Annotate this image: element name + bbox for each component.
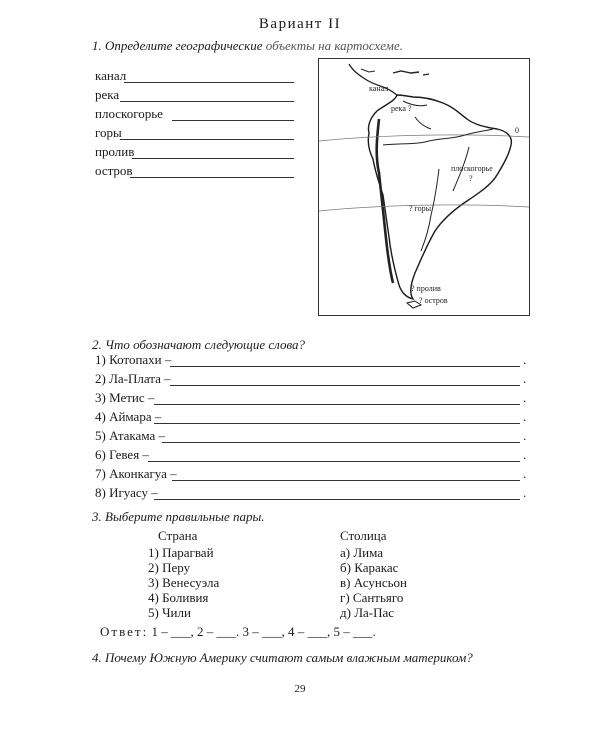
term-answer-line [154,423,520,424]
variant-title: Вариант II [258,16,342,32]
answer-row [100,624,376,640]
term-answer-line [154,499,520,500]
feature-label-plateau: плоскогорье [95,106,163,121]
term-item: 3) Метис – [95,390,155,405]
capital-item: д) Ла-Пас [340,605,395,620]
feature-answer-line [120,139,294,140]
term-item: 5) Атакама – [95,428,165,443]
term-answer-line [148,461,520,462]
capital-item: в) Асунсьон [340,575,407,590]
map-label-canal: канал [369,84,389,93]
map-label-river: река ? [391,104,412,113]
feature-label-canal: канал [95,68,127,83]
term-answer-line [170,385,520,386]
answer-pairs: 1 – ___, 2 – ___. 3 – ___, 4 – ___, 5 – ___. [151,624,376,639]
term-item: 1) Котопахи – [95,352,172,367]
term-end-mark: . [523,371,527,386]
term-end-mark: . [523,409,527,424]
feature-label-mountains: горы [95,125,122,140]
term-answer-line [154,404,520,405]
feature-answer-line [124,82,294,83]
term-end-mark: . [523,352,527,367]
feature-answer-line [130,177,294,178]
south-america-map [318,58,530,316]
country-item: 2) Перу [148,560,191,575]
task1-question-tail: объекты на картосхеме. [262,38,403,53]
feature-answer-line [172,120,294,121]
page-number: 29 [294,683,306,695]
feature-label-river: река [95,87,120,102]
term-item: 7) Аконкагуа – [95,466,177,481]
term-end-mark: . [523,485,527,500]
term-answer-line [170,366,520,367]
term-end-mark: . [523,390,527,405]
feature-answer-line [120,101,294,102]
column-header-capital: Столица [340,528,387,543]
country-item: 5) Чили [148,605,191,620]
feature-label-strait: пролив [95,144,135,159]
country-item: 4) Боливия [148,590,209,605]
map-label-equator: 0 [515,126,519,135]
country-item: 1) Парагвай [148,545,214,560]
column-header-country: Страна [158,528,198,543]
task1-question-text: 1. Определите географические [92,38,263,53]
capital-item: б) Каракас [340,560,399,575]
task2-question: 2. Что обозначают следующие слова? [92,337,306,352]
term-end-mark: . [523,447,527,462]
map-drawing [319,59,529,315]
term-answer-line [172,480,520,481]
map-label-mountains: ? горы [409,204,432,213]
term-end-mark: . [523,466,527,481]
task1-question [92,38,403,54]
capital-item: г) Сантьяго [340,590,404,605]
term-item: 4) Аймара – [95,409,162,424]
map-label-strait: ? пролив [411,284,441,293]
map-label-island: ? остров [419,296,448,305]
capital-item: а) Лима [340,545,384,560]
answer-label: Ответ: [100,624,149,639]
term-item: 6) Гевея – [95,447,149,462]
feature-label-island: остров [95,163,133,178]
term-answer-line [162,442,520,443]
country-item: 3) Венесуэла [148,575,220,590]
task3-question: 3. Выберите правильные пары. [92,509,265,524]
feature-answer-line [132,158,294,159]
term-item: 2) Ла-Плата – [95,371,171,386]
term-item: 8) Игуасу – [95,485,158,500]
map-label-plateau-q: ? [469,174,473,183]
term-end-mark: . [523,428,527,443]
map-label-plateau: плоскогорье [451,164,493,173]
task4-question: 4. Почему Южную Америку считают самым влажным материком? [92,650,473,665]
